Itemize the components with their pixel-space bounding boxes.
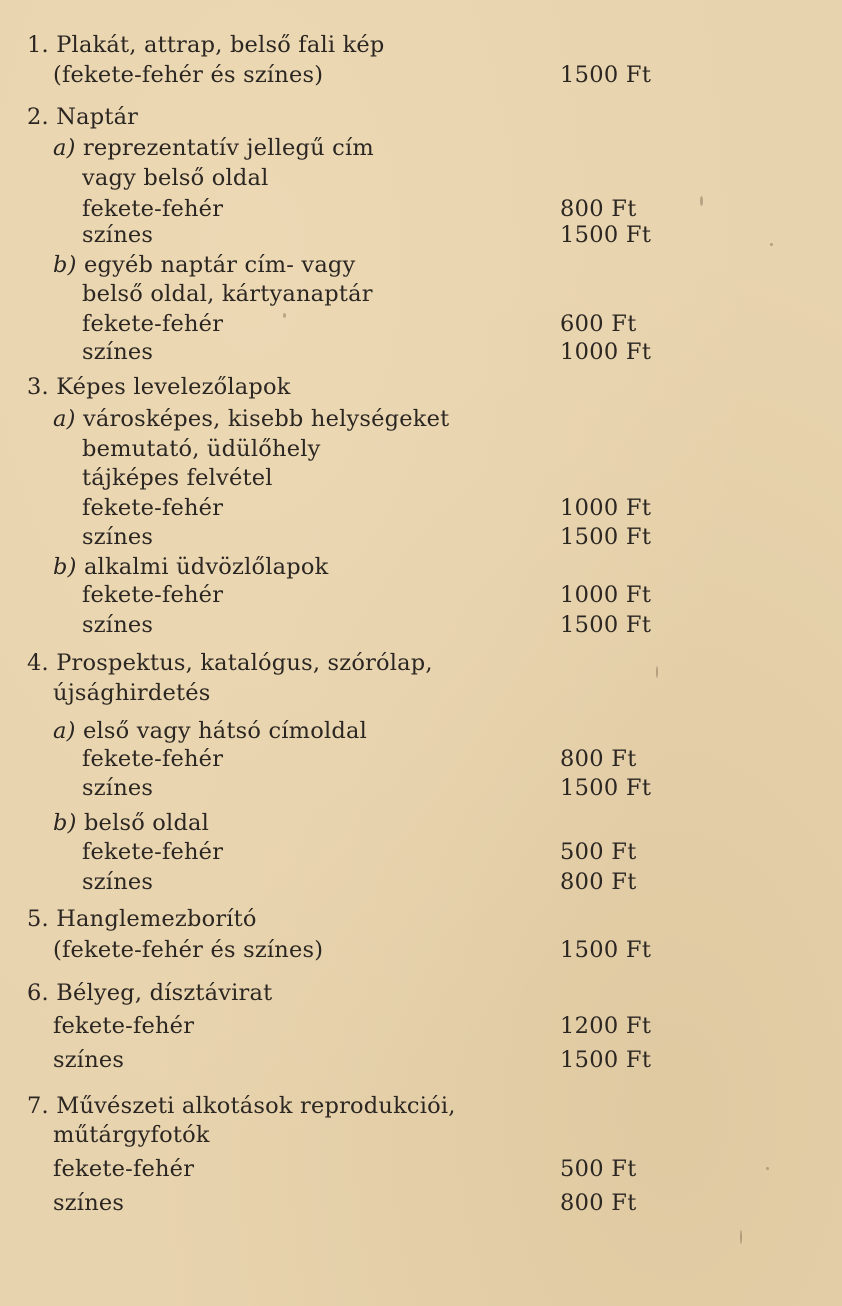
item-label: színes <box>53 1190 125 1216</box>
list-item-text <box>27 904 257 934</box>
list-item-text <box>82 610 153 640</box>
list-item-text <box>82 434 321 464</box>
list-item-text <box>53 1154 194 1184</box>
list-item-text <box>82 337 153 367</box>
item-label: fekete-fehér <box>53 1156 195 1182</box>
item-label: fekete-fehér <box>82 495 224 521</box>
price-value: 1500 Ft <box>560 524 652 550</box>
item-label: belső oldal <box>76 810 210 836</box>
list-item-text <box>53 404 449 434</box>
list-item-text <box>82 220 153 250</box>
item-label: (fekete-fehér és színes) <box>53 62 324 88</box>
list-item-text <box>27 1091 456 1121</box>
list-item-text <box>82 744 223 774</box>
list-item-text <box>53 716 367 746</box>
item-label: színes <box>82 524 154 550</box>
list-item-text <box>82 493 223 523</box>
item-label: színes <box>82 869 154 895</box>
item-label: tájképes felvétel <box>82 465 273 491</box>
price-value: 1000 Ft <box>560 495 652 521</box>
subitem-marker: a) <box>53 406 76 432</box>
list-item-text <box>82 580 223 610</box>
item-label: fekete-fehér <box>82 839 224 865</box>
price-value: 1500 Ft <box>560 1047 652 1073</box>
subitem-marker: a) <box>53 135 76 161</box>
item-label: fekete-fehér <box>53 1013 195 1039</box>
list-item-text <box>53 133 374 163</box>
item-label: városképes, kisebb helységeket <box>75 406 450 432</box>
item-label: (fekete-fehér és színes) <box>53 937 324 963</box>
item-label: első vagy hátsó címoldal <box>75 718 367 744</box>
list-item-text <box>82 867 153 897</box>
list-item-text <box>82 309 223 339</box>
list-item-text <box>53 808 209 838</box>
list-item-text <box>53 1011 194 1041</box>
price-value: 1000 Ft <box>560 582 652 608</box>
list-item-text <box>82 279 373 309</box>
item-label: fekete-fehér <box>82 582 224 608</box>
item-label: 5. Hanglemezborító <box>27 906 257 932</box>
price-value: 1000 Ft <box>560 339 652 365</box>
item-label: reprezentatív jellegű cím <box>75 135 374 161</box>
list-item-text <box>53 60 323 90</box>
item-label: 6. Bélyeg, dísztávirat <box>27 980 273 1006</box>
list-item-text <box>27 30 385 60</box>
list-item-text <box>82 522 153 552</box>
price-value: 800 Ft <box>560 869 637 895</box>
list-item-text <box>53 678 211 708</box>
item-label: 2. Naptár <box>27 104 139 130</box>
item-label: színes <box>82 775 154 801</box>
subitem-marker: b) <box>53 810 77 836</box>
item-label: műtárgyfotók <box>53 1122 210 1148</box>
item-label: 4. Prospektus, katalógus, szórólap, <box>27 650 433 676</box>
price-value: 500 Ft <box>560 839 637 865</box>
list-item-text <box>27 978 272 1008</box>
item-label: 1. Plakát, attrap, belső fali kép <box>27 32 385 58</box>
price-value: 1500 Ft <box>560 612 652 638</box>
list-item-text <box>53 552 328 582</box>
print-speck <box>770 243 773 246</box>
item-label: egyéb naptár cím- vagy <box>76 252 356 278</box>
item-label: színes <box>82 612 154 638</box>
list-item-text <box>53 1188 124 1218</box>
subitem-marker: b) <box>53 554 77 580</box>
list-item-text <box>82 773 153 803</box>
price-value: 600 Ft <box>560 311 637 337</box>
item-label: belső oldal, kártyanaptár <box>82 281 373 307</box>
item-label: színes <box>82 339 154 365</box>
price-value: 500 Ft <box>560 1156 637 1182</box>
item-label: alkalmi üdvözlőlapok <box>76 554 329 580</box>
item-label: bemutató, üdülőhely <box>82 436 321 462</box>
print-speck <box>656 666 658 678</box>
list-item-text <box>53 250 355 280</box>
item-label: fekete-fehér <box>82 746 224 772</box>
item-label: fekete-fehér <box>82 311 224 337</box>
list-item-text <box>82 163 269 193</box>
list-item-text <box>82 837 223 867</box>
list-item-text <box>27 102 138 132</box>
item-label: 7. Művészeti alkotások reprodukciói, <box>27 1093 456 1119</box>
list-item-text <box>27 648 433 678</box>
price-value: 800 Ft <box>560 1190 637 1216</box>
print-speck <box>766 1167 769 1170</box>
list-item-text <box>27 372 291 402</box>
print-speck <box>740 1230 742 1244</box>
price-value: 1200 Ft <box>560 1013 652 1039</box>
item-label: újsághirdetés <box>53 680 211 706</box>
print-speck <box>283 313 286 318</box>
item-label: vagy belső oldal <box>82 165 269 191</box>
price-value: 800 Ft <box>560 196 637 222</box>
subitem-marker: b) <box>53 252 77 278</box>
item-label: 3. Képes levelezőlapok <box>27 374 291 400</box>
price-value: 1500 Ft <box>560 937 652 963</box>
list-item-text <box>82 463 273 493</box>
item-label: fekete-fehér <box>82 196 224 222</box>
item-label: színes <box>53 1047 125 1073</box>
price-value: 1500 Ft <box>560 62 652 88</box>
price-value: 800 Ft <box>560 746 637 772</box>
list-item-text <box>53 935 323 965</box>
price-value: 1500 Ft <box>560 775 652 801</box>
list-item-text <box>53 1120 210 1150</box>
item-label: színes <box>82 222 154 248</box>
subitem-marker: a) <box>53 718 76 744</box>
list-item-text <box>53 1045 124 1075</box>
print-speck <box>700 196 703 206</box>
price-value: 1500 Ft <box>560 222 652 248</box>
